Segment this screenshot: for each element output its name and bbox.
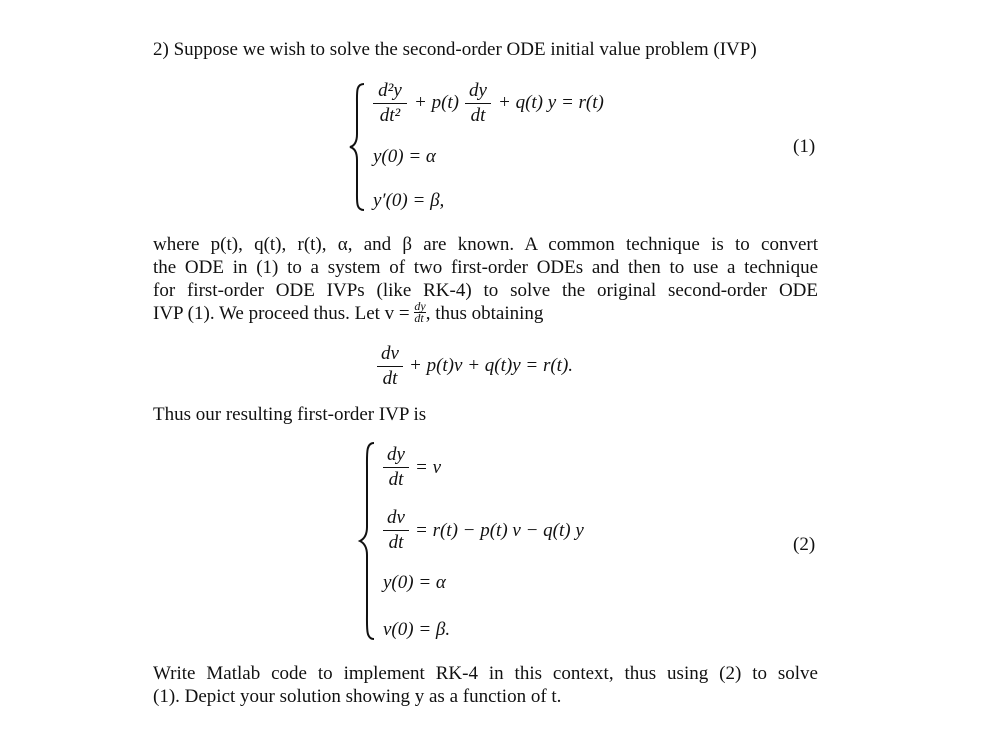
system2-eq2-rest: = r(t) − p(t) v − q(t) y	[415, 520, 584, 541]
paragraph-1-line-4-start: IVP (1). We proceed thus. Let v =	[153, 303, 410, 324]
second-derivative-fraction: d²y dt²	[373, 80, 407, 127]
paragraph-1-line-3: for first-order ODE IVPs (like RK-4) to solve the original second-order ODE	[153, 280, 818, 301]
equation-label-2: (2)	[793, 534, 816, 555]
equation-v-rest: + p(t)v + q(t)y = r(t).	[409, 355, 574, 376]
paragraph-1-line-1: where p(t), q(t), r(t), α, and β are known. A common technique is to convert	[153, 234, 818, 255]
system2-initial-v: v(0) = β.	[383, 619, 451, 640]
left-brace-system-1	[348, 82, 368, 212]
system2-dv-dt-fraction: dv dt	[383, 507, 409, 554]
initial-condition-y: y(0) = α	[373, 146, 436, 167]
eq1-term-q-r: + q(t) y = r(t)	[498, 92, 604, 113]
dv-dt-fraction: dv dt	[377, 343, 403, 390]
system2-dy-dt-fraction: dy dt	[383, 444, 409, 491]
paragraph-1	[153, 233, 818, 325]
paragraph-3-line-2: (1). Depict your solution showing y as a function of t.	[153, 686, 562, 707]
initial-condition-yprime: y′(0) = β,	[373, 190, 445, 211]
first-derivative-fraction: dy dt	[465, 80, 491, 127]
system2-initial-y: y(0) = α	[383, 572, 446, 593]
eq1-term-p: + p(t)	[414, 92, 460, 113]
equation-label-1: (1)	[793, 136, 816, 157]
left-brace-system-2	[358, 441, 378, 641]
inline-fraction-dy-dt: $\frac{dy}{dt}$	[414, 299, 426, 326]
paragraph-1-line-4-end: , thus obtaining	[425, 303, 544, 324]
paragraph-2: Thus our resulting first-order IVP is	[153, 404, 427, 425]
paragraph-1-line-4	[153, 299, 818, 326]
paragraph-1-line-2: the ODE in (1) to a system of two first-order ODEs and then to use a technique	[153, 257, 818, 278]
system2-eq1-rest: = v	[415, 457, 442, 478]
paragraph-3	[153, 662, 818, 708]
problem-intro: 2) Suppose we wish to solve the second-order ODE initial value problem (IVP)	[153, 39, 757, 60]
paragraph-3-line-1: Write Matlab code to implement RK-4 in this context, thus using (2) to solve	[153, 663, 818, 684]
